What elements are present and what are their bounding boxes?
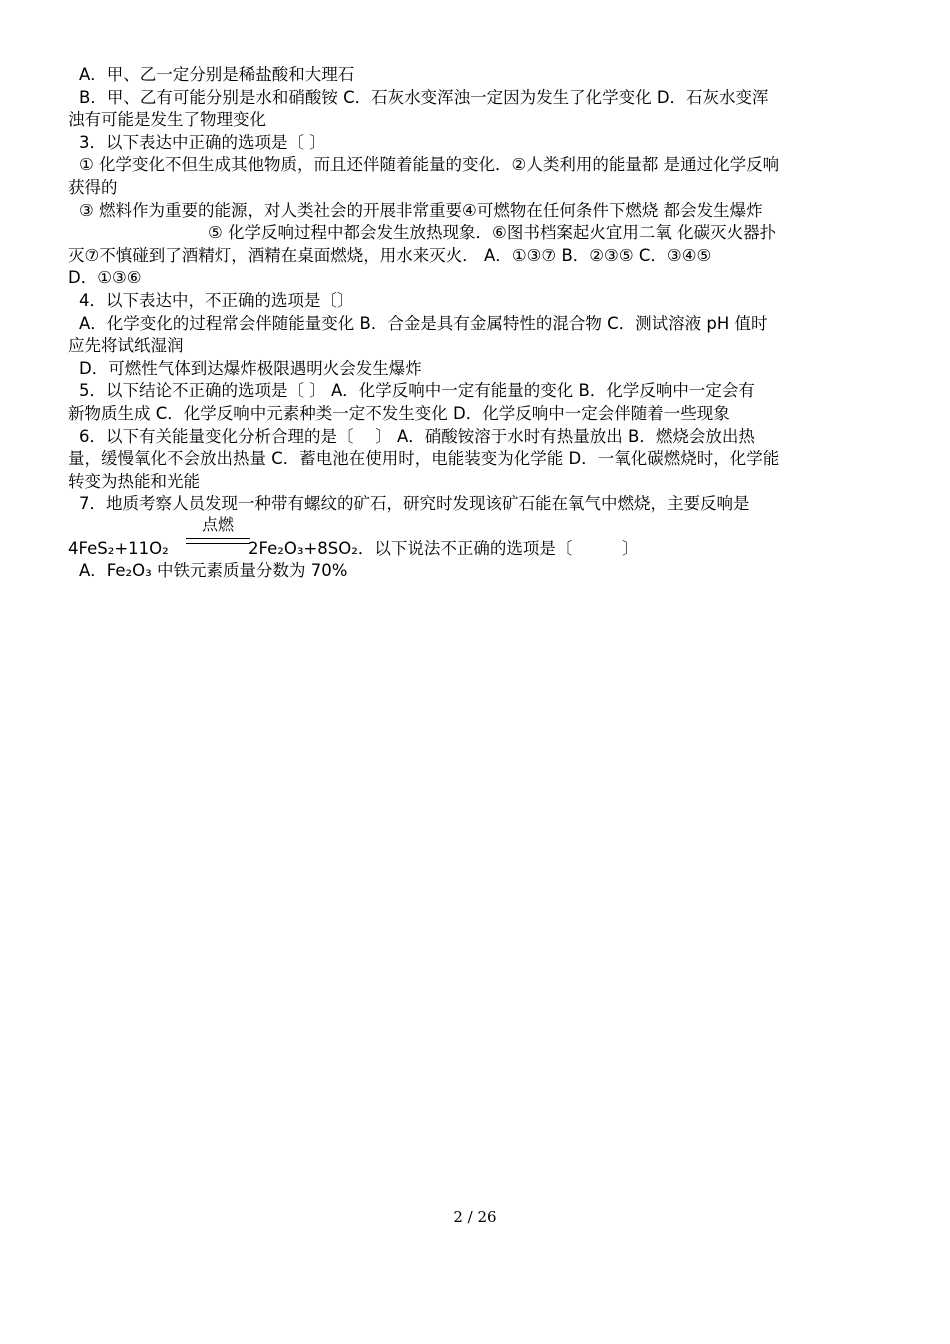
text-line: 灭⑦不慎碰到了酒精灯，酒精在桌面燃烧，用水来灭火． A．①③⑦ B．②③⑤ C．③④⑤ — [68, 245, 712, 265]
question-4: 4．以下表达中，不正确的选项是〔〕 — [79, 290, 354, 310]
text-line: ⑤ 化学反响过程中都会发生放热现象．⑥图书档案起火宜用二氧 化碳灭火器扑 — [208, 223, 777, 243]
question-6: 6．以下有关能量变化分析合理的是〔 〕 A．硝酸铵溶于水时有热量放出 B．燃烧会放出热 — [79, 426, 755, 446]
page-number: 2 / 26 — [453, 1208, 497, 1226]
option-a-line: A．Fe₂O₃ 中铁元素质量分数为 70% — [79, 560, 348, 580]
text-line: ③ 燃料作为重要的能源，对人类社会的开展非常重要④可燃物在任何条件下燃烧 都会发生爆炸 — [79, 200, 763, 220]
question-3: 3．以下表达中正确的选项是〔 〕 — [79, 132, 326, 152]
text-line: D．①③⑥ — [68, 268, 142, 288]
text-line: 浊有可能是发生了物理变化 — [68, 110, 266, 130]
text-line: 新物质生成 C．化学反响中元素种类一定不发生变化 D．化学反响中一定会伴随着一些现象 — [68, 403, 730, 423]
question-5: 5．以下结论不正确的选项是〔 〕 A．化学反响中一定有能量的变化 B．化学反响中一定会有 — [79, 381, 755, 401]
equation-products: 2Fe₂O₃+8SO₂．以下说法不正确的选项是〔 〕 — [248, 538, 639, 558]
option-a-line: A．甲、乙一定分别是稀盐酸和大理石 — [79, 65, 355, 84]
document-body — [68, 64, 888, 582]
option-bcd-line: B．甲、乙有可能分别是水和硝酸铵 C．石灰水变浑浊一定因为发生了化学变化 D．石灰水变浑 — [79, 87, 769, 107]
text-line: 量，缓慢氧化不会放出热量 C．蓄电池在使用时，电能装变为化学能 D．一氧化碳燃烧时，化学能 — [68, 449, 780, 469]
text-line: A．化学变化的过程常会伴随能量变化 B．合金是具有金属特性的混合物 C．测试溶液 pH 值时 — [79, 313, 768, 333]
text-line: 获得的 — [68, 177, 118, 197]
equation-reactants: 4FeS₂+11O₂ — [68, 538, 169, 558]
equation-line — [68, 538, 638, 561]
text-line: ① 化学变化不但生成其他物质，而且还伴随着能量的变化．②人类利用的能量都 是通过化学反响 — [79, 155, 780, 175]
question-7: 7．地质考察人员发现一种带有螺纹的矿石，研究时发现该矿石能在氧气中燃烧，主要反响是 — [79, 494, 750, 514]
chemical-equation — [68, 516, 888, 560]
text-line: 转变为热能和光能 — [68, 471, 200, 491]
text-line: 应先将试纸湿润 — [68, 336, 184, 356]
text-line: D．可燃性气体到达爆炸极限遇明火会发生爆炸 — [79, 358, 422, 378]
reaction-condition: 点燃 — [201, 514, 234, 534]
